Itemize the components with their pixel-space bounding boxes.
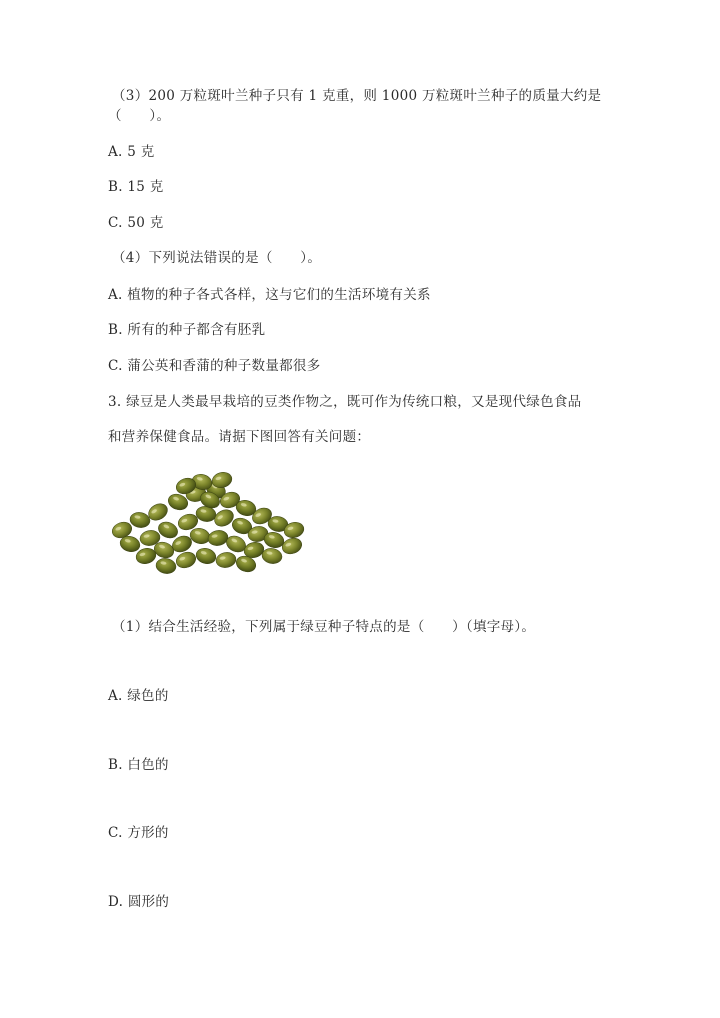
mung-beans-image xyxy=(106,472,314,580)
bean-shape xyxy=(174,550,198,571)
bean-shape xyxy=(207,529,229,547)
option-d: D. 圆形的 xyxy=(108,894,170,910)
option-c: C. 蒲公英和香蒲的种子数量都很多 xyxy=(108,358,321,374)
option-a: A. 植物的种子各式各样，这与它们的生活环境有关系 xyxy=(108,287,431,303)
question-text: 3. 绿豆是人类最早栽培的豆类作物之，既可作为传统口粮，又是现代绿色食品 xyxy=(108,394,582,410)
question-text: （4）下列说法错误的是（ ）。 xyxy=(112,250,322,266)
option-b: B. 白色的 xyxy=(108,757,169,773)
question-text: （1）结合生活经验，下列属于绿豆种子特点的是（ ）（填字母）。 xyxy=(112,619,536,635)
option-c: C. 方形的 xyxy=(108,825,169,841)
option-b: B. 所有的种子都含有胚乳 xyxy=(108,322,266,338)
question-text: （ ）。 xyxy=(108,108,171,124)
bean-shape xyxy=(188,526,211,546)
option-c: C. 50 克 xyxy=(108,215,164,231)
bean-shape xyxy=(155,557,177,575)
bean-shape xyxy=(194,546,217,566)
bean-shape xyxy=(261,547,283,565)
question-text: 和营养保健食品。请据下图回答有关问题： xyxy=(108,429,371,445)
bean-shape xyxy=(129,511,151,529)
question-text: （3）200 万粒斑叶兰种子只有 1 克重，则 1000 万粒斑叶兰种子的质量大约是 xyxy=(112,88,602,104)
bean-shape xyxy=(215,551,237,569)
option-a: A. 5 克 xyxy=(108,144,155,160)
option-a: A. 绿色的 xyxy=(108,688,169,704)
option-b: B. 15 克 xyxy=(108,179,164,195)
